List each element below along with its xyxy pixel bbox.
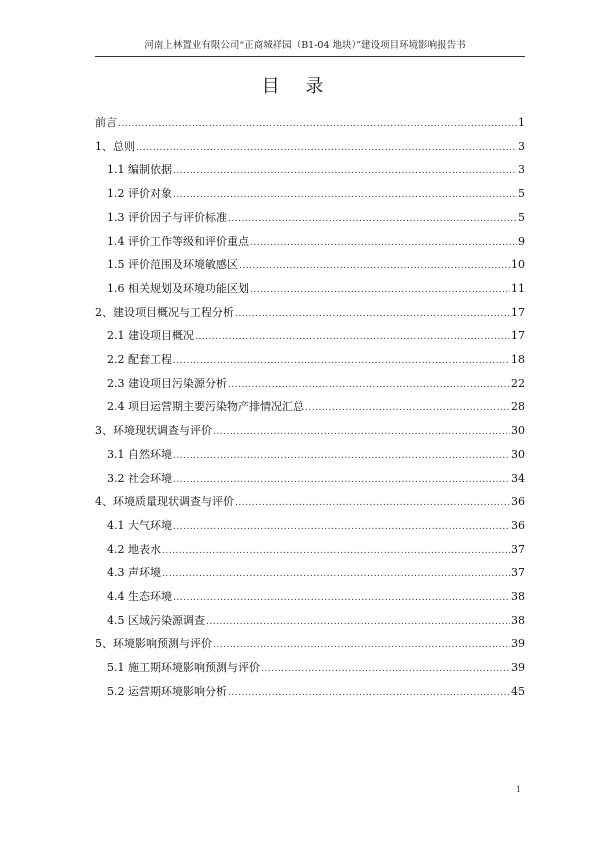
- toc-dot-leader: [173, 472, 510, 487]
- toc-dot-leader: [228, 685, 510, 700]
- toc-entry-page: 3: [518, 139, 525, 153]
- toc-entry-label: 1.2 评价对象: [107, 187, 172, 201]
- toc-dot-leader: [173, 519, 510, 534]
- toc-entry-page: 1: [518, 116, 525, 129]
- toc-entry-page: 28: [511, 400, 525, 414]
- toc-entry-page: 36: [511, 518, 525, 532]
- toc-dot-leader: [261, 661, 510, 676]
- toc-section-entry[interactable]: [107, 685, 525, 699]
- toc-entry-label: 5.1 施工期环境影响预测与评价: [107, 661, 260, 675]
- toc-entry-label: 2.1 建设项目概况: [107, 329, 194, 343]
- toc-chapter-entry[interactable]: [95, 637, 525, 651]
- toc-entry-page: 18: [511, 353, 525, 366]
- toc-entry-label: 4.2 地表水: [107, 542, 161, 556]
- toc-entry-label: 1.3 评价因子与评价标准: [107, 210, 227, 224]
- toc-entry-label: 4.4 生态环境: [107, 590, 172, 603]
- toc-entry-label: 3.1 自然环境: [107, 447, 172, 461]
- toc-entry-label: 1.5 评价范围及环境敏感区: [107, 258, 238, 272]
- toc-entry-page: 39: [511, 637, 525, 651]
- toc-dot-leader: [305, 400, 510, 415]
- toc-section-entry[interactable]: [107, 590, 525, 604]
- toc-entry-page: 9: [518, 234, 525, 248]
- toc-dot-leader: [173, 590, 510, 605]
- toc-dot-leader: [173, 353, 510, 368]
- toc-entry-page: 22: [511, 376, 525, 390]
- toc-chapter-entry[interactable]: [95, 116, 525, 130]
- toc-entry-page: 5: [518, 187, 525, 201]
- toc-entry-page: 30: [511, 447, 525, 461]
- toc-section-entry[interactable]: [107, 258, 525, 272]
- toc-entry-label: 3.2 社会环境: [107, 471, 172, 485]
- toc-dot-leader: [239, 258, 510, 273]
- toc-entry-page: 30: [511, 424, 525, 438]
- toc-entry-label: 4、环境质量现状调查与评价: [95, 495, 234, 509]
- toc-entry-label: 1.1 编制依据: [107, 163, 172, 177]
- toc-entry-label: 4.1 大气环境: [107, 518, 172, 532]
- toc-section-entry[interactable]: [107, 353, 525, 367]
- toc-dot-leader: [213, 637, 510, 652]
- toc-section-entry[interactable]: [107, 377, 525, 391]
- toc-entry-label: 5.2 运营期环境影响分析: [107, 684, 227, 698]
- toc-entry-label: 4.3 声环境: [107, 566, 161, 580]
- toc-entry-label: 5、环境影响预测与评价: [95, 637, 212, 651]
- toc-entry-page: 3: [518, 163, 525, 177]
- toc-dot-leader: [162, 543, 510, 558]
- toc-entry-page: 37: [511, 542, 525, 556]
- toc-dot-leader: [228, 211, 517, 226]
- page-title: 目 录: [261, 76, 334, 97]
- toc-entry-label: 2.2 配套工程: [107, 353, 172, 366]
- toc-section-entry[interactable]: [107, 329, 525, 343]
- toc-dot-leader: [235, 495, 510, 510]
- toc-entry-page: 17: [511, 329, 525, 343]
- running-header: 河南上林置业有限公司“正商城祥园（B1-04 地块）”建设项目环境影响报告书: [144, 40, 466, 51]
- toc-entry-page: 37: [511, 566, 525, 580]
- toc-entry-page: 39: [511, 661, 525, 675]
- toc-section-entry[interactable]: [107, 543, 525, 557]
- toc-dot-leader: [250, 282, 510, 297]
- toc-entry-label: 2、建设项目概况与工程分析: [95, 305, 234, 319]
- toc-section-entry[interactable]: [107, 614, 525, 628]
- toc-chapter-entry[interactable]: [95, 140, 525, 154]
- toc-section-entry[interactable]: [107, 282, 525, 296]
- toc-entry-label: 前言: [95, 116, 117, 129]
- toc-entry-page: 38: [511, 613, 525, 627]
- toc-dot-leader: [136, 140, 517, 155]
- toc-entry-page: 36: [511, 495, 525, 509]
- toc-chapter-entry[interactable]: [95, 495, 525, 509]
- toc-section-entry[interactable]: [107, 661, 525, 675]
- toc-section-entry[interactable]: [107, 448, 525, 462]
- toc-entry-page: 34: [511, 471, 525, 485]
- toc-entry-label: 1、总则: [95, 139, 135, 153]
- toc-entry-label: 2.3 建设项目污染源分析: [107, 376, 227, 390]
- toc-entry-label: 3、环境现状调查与评价: [95, 424, 212, 438]
- toc-dot-leader: [228, 377, 510, 392]
- toc-dot-leader: [173, 187, 517, 202]
- toc-entry-page: 17: [511, 305, 525, 319]
- toc-entry-label: 1.4 评价工作等级和评价重点: [107, 234, 249, 248]
- toc-dot-leader: [206, 614, 510, 629]
- toc-section-entry[interactable]: [107, 519, 525, 533]
- toc-section-entry[interactable]: [107, 235, 525, 249]
- toc-entry-label: 4.5 区域污染源调查: [107, 613, 205, 627]
- toc-entry-page: 45: [511, 684, 525, 698]
- toc-entry-page: 38: [511, 590, 525, 603]
- toc-dot-leader: [235, 306, 510, 321]
- toc-dot-leader: [173, 163, 517, 178]
- toc-dot-leader: [173, 448, 510, 463]
- toc-section-entry[interactable]: [107, 566, 525, 580]
- toc-section-entry[interactable]: [107, 163, 525, 177]
- toc-chapter-entry[interactable]: [95, 424, 525, 438]
- toc-dot-leader: [250, 235, 517, 250]
- toc-dot-leader: [213, 424, 510, 439]
- toc-entry-page: 11: [511, 281, 525, 295]
- toc-entry-label: 1.6 相关规划及环境功能区划: [107, 281, 249, 295]
- toc-section-entry[interactable]: [107, 211, 525, 225]
- toc-section-entry[interactable]: [107, 187, 525, 201]
- toc-entry-label: 2.4 项目运营期主要污染物产排情况汇总: [107, 400, 304, 414]
- toc-section-entry[interactable]: [107, 472, 525, 486]
- toc-dot-leader: [118, 116, 517, 131]
- toc-chapter-entry[interactable]: [95, 306, 525, 320]
- toc-dot-leader: [195, 329, 510, 344]
- toc-dot-leader: [162, 566, 510, 581]
- page-number: 1: [515, 785, 521, 794]
- toc-section-entry[interactable]: [107, 400, 525, 414]
- toc-entry-page: 5: [518, 210, 525, 224]
- toc-entry-page: 10: [511, 258, 525, 272]
